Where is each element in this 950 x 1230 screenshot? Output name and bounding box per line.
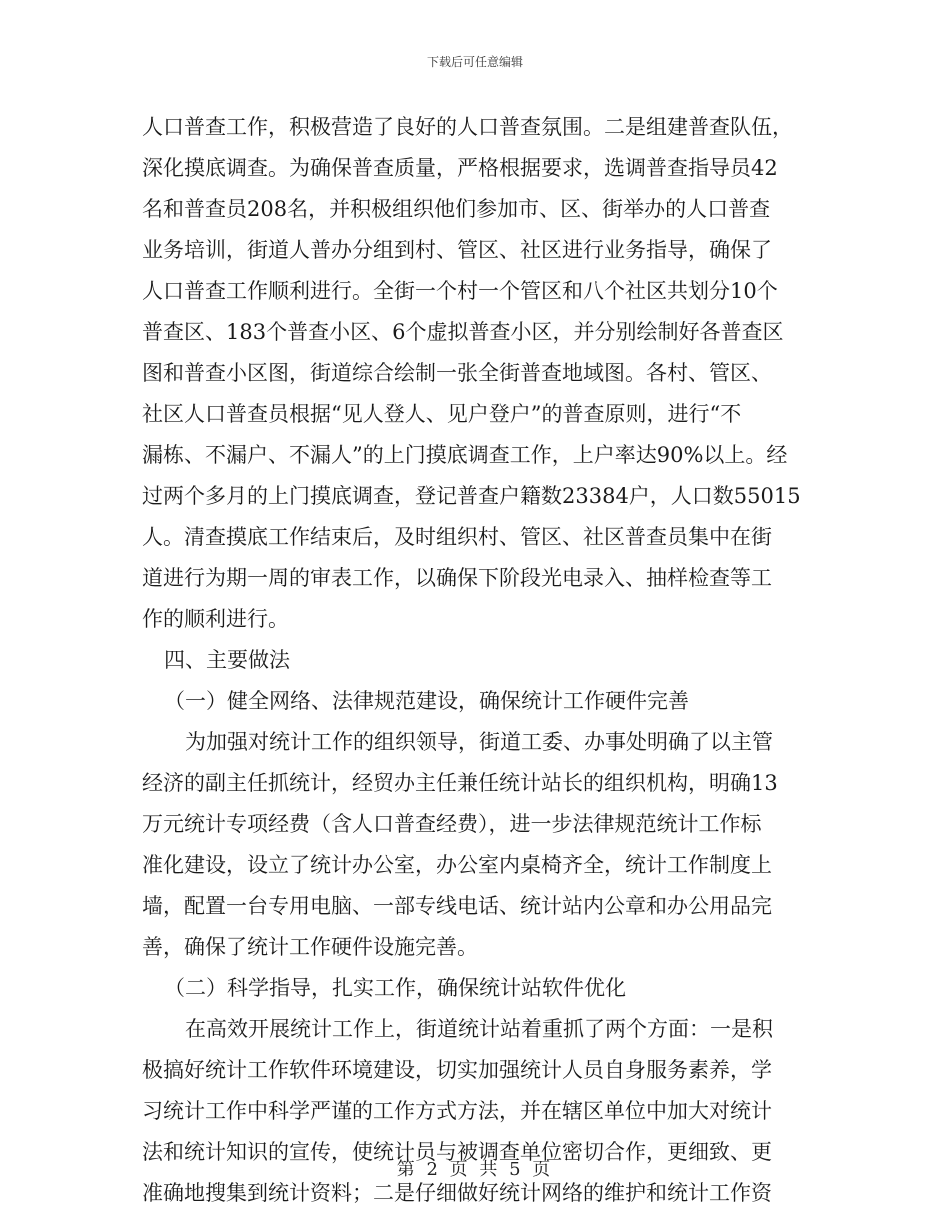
text-line: 漏栋、不漏户、不漏人”的上门摸底调查工作，上户率达90%以上。经 xyxy=(142,443,788,467)
text-line: 人口普查工作顺利进行。全街一个村一个管区和八个社区共划分10个 xyxy=(142,279,778,303)
text-line: 人口普查工作，积极营造了良好的人口普查氛围。二是组建普查队伍， xyxy=(142,115,793,139)
text-line: 道进行为期一周的审表工作，以确保下阶段光电录入、抽样检查等工 xyxy=(142,566,772,590)
text-line: 图和普查小区图，街道综合绘制一张全街普查地域图。各村、管区、 xyxy=(142,361,772,385)
text-line: 过两个多月的上门摸底调查，登记普查户籍数23384户，人口数55015 xyxy=(142,484,801,508)
text-line: 名和普查员208名，并积极组织他们参加市、区、街举办的人口普查 xyxy=(142,197,771,221)
text-line: 人。清查摸底工作结束后，及时组织村、管区、社区普查员集中在街 xyxy=(142,525,772,549)
text-line: 墙，配置一台专用电脑、一部专线电话、统计站内公章和办公用品完 xyxy=(142,894,772,918)
page-footer: 第 2 页 共 5 页 xyxy=(396,1159,554,1180)
document-body xyxy=(142,107,812,1214)
text-line: 经济的副主任抓统计，经贸办主任兼任统计站长的组织机构，明确13 xyxy=(142,771,778,795)
text-line: 习统计工作中科学严谨的工作方式方法，并在辖区单位中加大对统计 xyxy=(142,1099,772,1123)
text-line: 善，确保了统计工作硬件设施完善。 xyxy=(142,935,478,959)
text-line: 准化建设，设立了统计办公室，办公室内桌椅齐全，统计工作制度上 xyxy=(142,853,772,877)
text-line: 万元统计专项经费（含人口普查经费），进一步法律规范统计工作标 xyxy=(142,812,762,836)
text-line: 极搞好统计工作软件环境建设，切实加强统计人员自身服务素养，学 xyxy=(142,1058,772,1082)
text-line: 为加强对统计工作的组织领导，街道工委、办事处明确了以主管 xyxy=(185,730,773,754)
text-line: 作的顺利进行。 xyxy=(142,607,289,631)
text-line: 在高效开展统计工作上，街道统计站着重抓了两个方面：一是积 xyxy=(185,1017,773,1041)
section-heading: 四、主要做法 xyxy=(164,648,290,672)
subsection-heading: （一）健全网络、法律规范建设，确保统计工作硬件完善 xyxy=(164,689,689,713)
text-line: 准确地搜集到统计资料；二是仔细做好统计网络的维护和统计工作资 xyxy=(142,1181,772,1205)
text-line: 普查区、183个普查小区、6个虚拟普查小区，并分别绘制好各普查区 xyxy=(142,320,784,344)
text-line: 社区人口普查员根据“见人登人、见户登户”的普查原则，进行“不 xyxy=(142,402,742,426)
page-header: 下载后可任意编辑 xyxy=(426,55,523,69)
text-line: 法和统计知识的宣传，使统计员与被调查单位密切合作，更细致、更 xyxy=(142,1140,772,1164)
text-line: 业务培训，街道人普办分组到村、管区、社区进行业务指导，确保了 xyxy=(142,238,772,262)
subsection-heading: （二）科学指导，扎实工作，确保统计站软件优化 xyxy=(164,976,626,1000)
text-line: 深化摸底调查。为确保普查质量，严格根据要求，选调普查指导员42 xyxy=(142,156,778,180)
